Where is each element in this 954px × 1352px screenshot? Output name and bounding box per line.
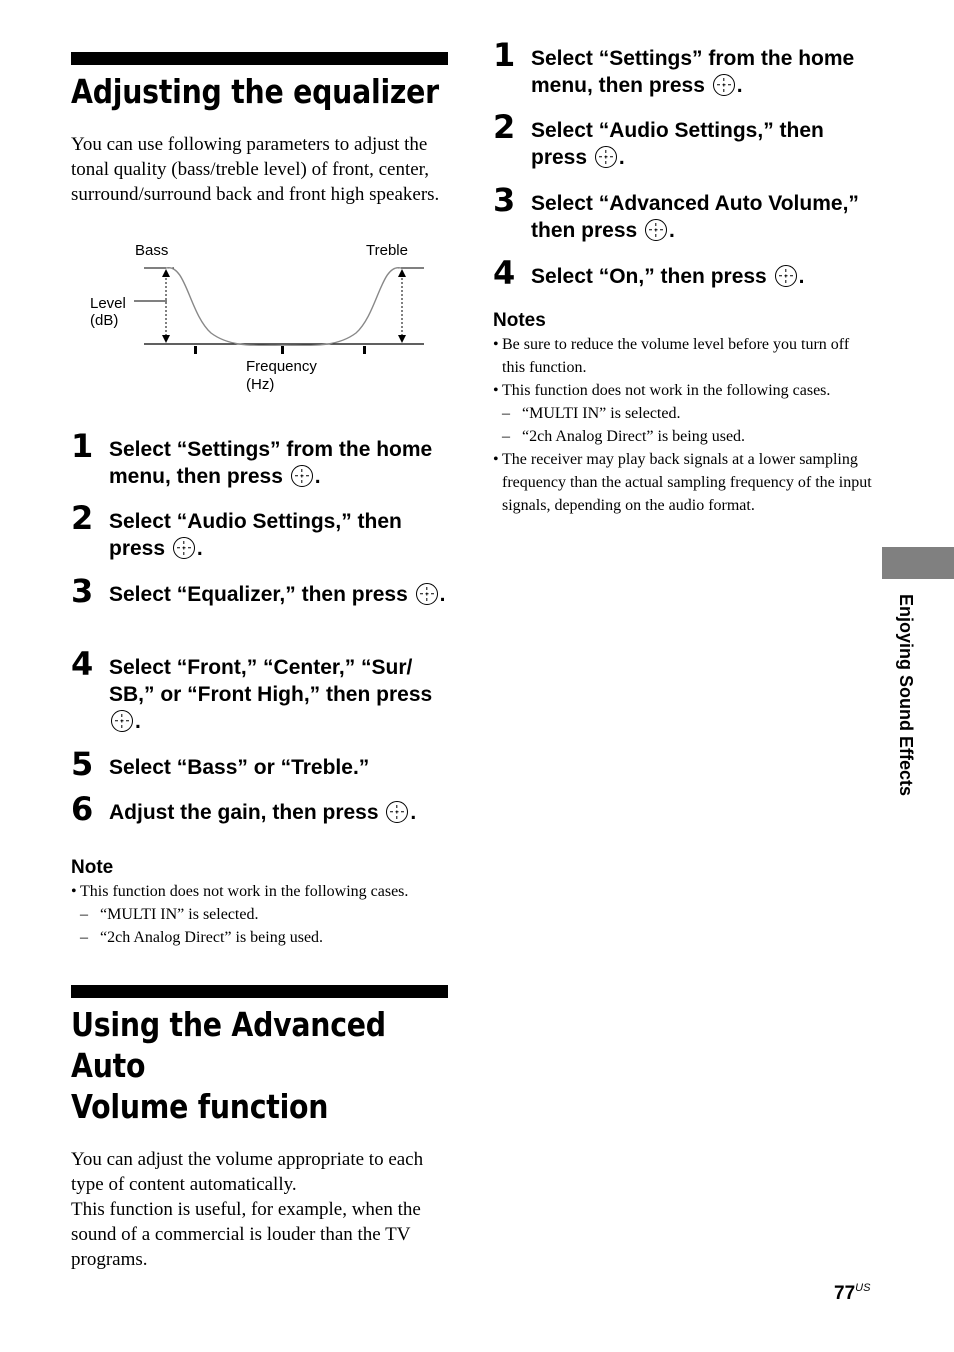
enter-button-icon (416, 583, 438, 605)
step-text: Select “On,” then press (531, 265, 767, 288)
note-item: • Be sure to reduce the volume level before you turn off this function. (493, 333, 873, 379)
step-number: 4 (493, 254, 516, 292)
title-line-2: Volume function (71, 1087, 329, 1126)
diagram-frequency-label: Frequency (246, 358, 317, 375)
step-text: Select “Front,” “Center,” “Sur/ SB,” or “Front High,” then press (109, 656, 433, 706)
step-period: . (314, 465, 321, 488)
step-text: Select “Equalizer,” then press (109, 583, 408, 606)
enter-button-icon (713, 74, 735, 96)
step-period: . (135, 710, 141, 733)
step-1 (493, 36, 873, 117)
section-title-auto-volume (71, 1004, 449, 1127)
treble-arrow-up (398, 269, 406, 277)
treble-arrow-down (398, 335, 406, 343)
title-line-1: Using the Advanced Auto (71, 1005, 386, 1085)
bass-arrow-down (162, 335, 170, 343)
step-4 (493, 254, 873, 303)
step-text: Select “Bass” or “Treble.” (109, 756, 370, 779)
step-period: . (618, 146, 625, 169)
step-number: 5 (71, 745, 94, 783)
page-number-value: 77 (834, 1283, 856, 1304)
tick-mark-3 (363, 346, 366, 354)
enter-button-icon (645, 219, 667, 241)
enter-button-icon (595, 146, 617, 168)
enter-button-icon (775, 265, 797, 287)
step-text: Select “Advanced Auto Volume,” then press (531, 192, 859, 242)
chapter-label: Enjoying Sound Effects (896, 594, 916, 797)
step-number: 2 (71, 499, 94, 537)
diagram-treble-label: Treble (366, 242, 408, 259)
step-4 (71, 645, 448, 754)
equalizer-intro: You can use following parameters to adjust the tonal quality (bass/treble level) of front, center, surround/surround back and front high speakers. (71, 134, 440, 205)
step-text: Select “Audio Settings,” then press (109, 510, 402, 560)
equalizer-steps (71, 427, 448, 844)
diagram-level-label: Level (90, 295, 126, 312)
section-rule (71, 52, 448, 65)
step-1 (71, 427, 448, 508)
tick-mark-1 (194, 346, 197, 354)
step-number: 1 (71, 427, 94, 465)
note-item: • The receiver may play back signals at a lower sampling frequency than the actual sampling frequency of the input signals, depending on the audio format. (493, 448, 873, 517)
note-item: • This function does not work in the following cases. (71, 880, 448, 903)
note-heading: Note (71, 857, 114, 878)
notes-list (493, 333, 873, 517)
note-list (71, 880, 448, 949)
step-period: . (196, 537, 203, 560)
enter-button-icon (291, 465, 313, 487)
step-text: Adjust the gain, then press (109, 801, 379, 824)
enter-button-icon (111, 710, 133, 732)
equalizer-diagram (71, 233, 448, 393)
auto-volume-intro: You can adjust the volume appropriate to each type of content automatically. (71, 1149, 424, 1195)
step-3 (493, 181, 873, 263)
tick-mark-2 (281, 346, 284, 354)
bass-arrow-up (162, 269, 170, 277)
enter-button-icon (386, 801, 408, 823)
chapter-tab (882, 547, 954, 579)
page-number-suffix: US (855, 1282, 871, 1294)
step-period: . (410, 801, 417, 824)
left-column (71, 0, 448, 1272)
equalizer-curve (166, 268, 401, 346)
step-2 (493, 108, 873, 190)
step-text: Select “Settings” from the home menu, then press (109, 438, 433, 488)
section-title-equalizer: Adjusting the equalizer (71, 72, 439, 111)
note-item: – “2ch Analog Direct” is being used. (71, 926, 448, 949)
step-text: Select “Settings” from the home menu, then press (531, 47, 855, 97)
step-number: 4 (71, 645, 94, 683)
step-number: 3 (493, 181, 516, 219)
right-column (493, 0, 873, 517)
step-period: . (669, 219, 675, 242)
step-3 (71, 572, 448, 654)
step-6 (71, 790, 448, 844)
note-item: – “MULTI IN” is selected. (493, 402, 873, 425)
step-2 (71, 499, 448, 581)
note-item: – “2ch Analog Direct” is being used. (493, 425, 873, 448)
step-period: . (798, 265, 805, 288)
auto-volume-steps (493, 36, 873, 303)
step-number: 3 (71, 572, 94, 610)
step-5 (71, 745, 448, 799)
step-text: Select “Audio Settings,” then press (531, 119, 824, 169)
step-period: . (736, 74, 743, 97)
step-number: 6 (71, 790, 94, 828)
step-number: 1 (493, 36, 516, 74)
page-number (834, 1282, 870, 1305)
note-item: – “MULTI IN” is selected. (71, 903, 448, 926)
notes-heading: Notes (493, 310, 546, 331)
step-number: 2 (493, 108, 516, 146)
diagram-bass-label: Bass (135, 242, 169, 259)
section-rule (71, 985, 448, 998)
step-period: . (439, 583, 446, 606)
note-item: • This function does not work in the following cases. (493, 379, 873, 402)
auto-volume-usage: This function is useful, for example, when the sound of a commercial is louder than the TV programs. (71, 1199, 421, 1270)
diagram-hz-label: (Hz) (246, 376, 275, 393)
enter-button-icon (173, 537, 195, 559)
diagram-db-label: (dB) (90, 312, 119, 329)
